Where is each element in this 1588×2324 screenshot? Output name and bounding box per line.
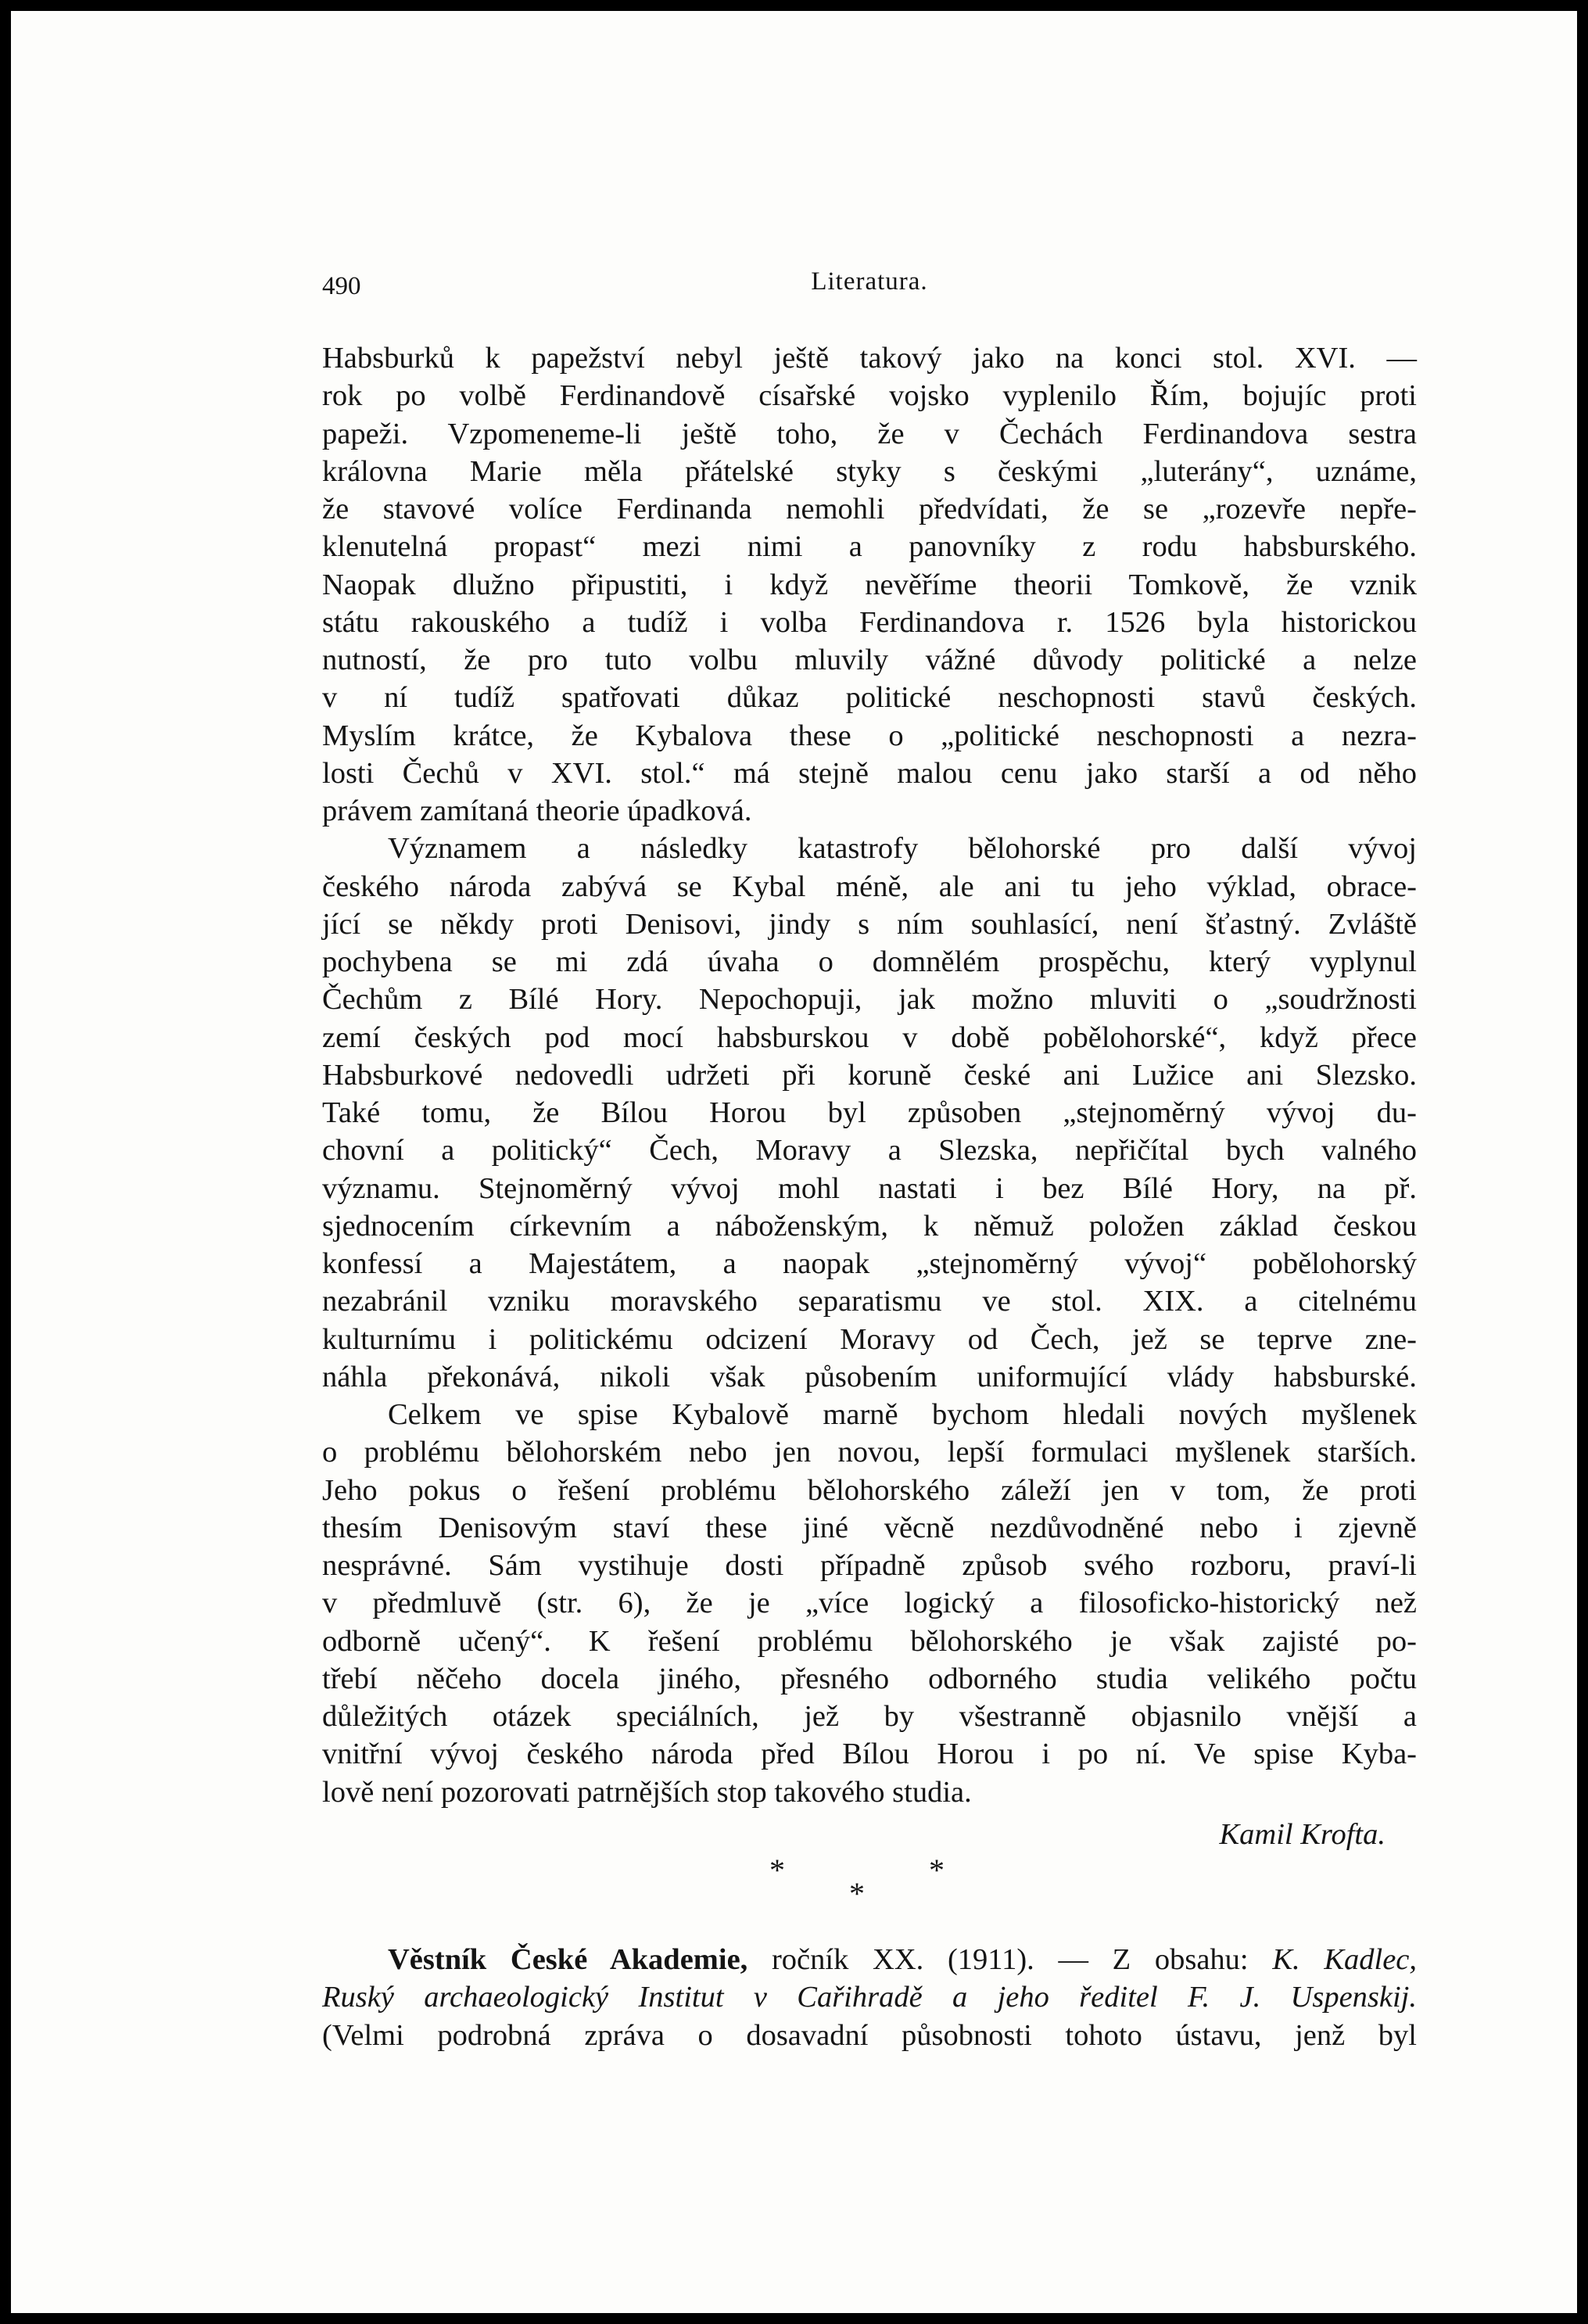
review-body [322,339,1417,1811]
author-signature: Kamil Krofta. [1219,1818,1385,1851]
body-line: právem zamítaná theorie úpadková. [322,794,752,827]
body-line: Jeho pokus o řešení problému bělohorského záleží jen v tom, že proti [322,1473,1417,1507]
journal-notice [322,1941,1417,2054]
body-line: rok po volbě Ferdinandově císařské vojsko vyplenilo Řím, bojujíc proti [322,379,1417,413]
body-line: státu rakouského a tudíž i volba Ferdinandova r. 1526 byla historickou [322,605,1417,639]
section-separator [754,1852,988,1930]
body-line: o problému bělohorském nebo jen novou, lepší formulaci myšlenek starších. [322,1436,1417,1469]
article-title: Ruský archaeologický Institut v Cařihradě a jeho ředitel F. J. Uspenskij. [322,1981,1417,2014]
body-line: zemí českých pod mocí habsburskou v době pobělohorské“, když přece [322,1020,1417,1054]
body-line: kulturnímu i politickému odcizení Moravy od Čech, jež se teprve zne- [322,1322,1417,1356]
body-line: Čechům z Bílé Hory. Nepochopuji, jak možno mluviti o „soudržnosti [322,983,1417,1017]
body-line: losti Čechů v XVI. stol.“ má stejně malou cenu jako starší a od něho [322,756,1417,790]
body-line: v předmluvě (str. 6), že je „více logický a filosoficko-historický než [322,1587,1417,1620]
body-line: vnitřní vývoj českého národa před Bílou Horou i po ní. Ve spise Kyba- [322,1738,1417,1771]
body-line: konfessí a Majestátem, a naopak „stejnoměrný vývoj“ pobělohorský [322,1247,1417,1280]
asterisk: * [769,1852,785,1888]
body-line: Naopak dlužno připustiti, i když nevěříme theorii Tomkově, že vznik [322,568,1417,601]
notice-line: (Velmi podrobná zpráva o dosavadní působnosti tohoto ústavu, jenž byl [322,2018,1417,2052]
notice-line [322,1941,1417,1978]
body-line: odborně učený“. K řešení problému bělohorského je však zajisté po- [322,1624,1417,1658]
journal-name: Věstník České Akademie, [388,1943,748,1976]
page-header [322,266,1417,310]
running-title: Literatura. [811,267,928,296]
body-line: thesím Denisovým staví these jiné věcně nezdůvodněné nebo i zjevně [322,1511,1417,1544]
body-line: papeži. Vzpomeneme-li ještě toho, že v Čechách Ferdinandova sestra [322,417,1417,450]
body-line: jící se někdy proti Denisovi, jindy s ním souhlasící, není šťastný. Zvláště [322,907,1417,941]
asterisk: * [929,1852,945,1888]
body-line: Celkem ve spise Kybalově marně bychom hledali nových myšlenek [388,1398,1417,1431]
asterisk: * [849,1876,865,1911]
book-page [11,11,1577,2313]
body-line: nesprávné. Sám vystihuje dosti případně způsob svého rozboru, praví-li [322,1549,1417,1582]
body-line: Habsburkové nedovedli udržeti při koruně české ani Lužice ani Slezsko. [322,1058,1417,1092]
body-line: v ní tudíž spatřovati důkaz politické neschopnosti stavů českých. [322,681,1417,715]
body-line: nezabránil vzniku moravského separatismu ve stol. XIX. a citelnému [322,1285,1417,1318]
body-line: náhla překonává, nikoli však působením uniformující vlády habsburské. [322,1360,1417,1393]
body-line: královna Marie měla přátelské styky s českými „luterány“, uznáme, [322,454,1417,488]
body-line: pochybena se mi zdá úvaha o domnělém prospěchu, který vyplynul [322,945,1417,978]
body-line: významu. Stejnoměrný vývoj mohl nastati i bez Bílé Hory, na př. [322,1171,1417,1205]
body-line: chovní a politický“ Čech, Moravy a Slezska, nepřičítal bych valného [322,1134,1417,1167]
body-line: Habsburků k papežství nebyl ještě takový jako na konci stol. XVI. — [322,342,1417,375]
body-line: sjednocením církevním a náboženským, k němuž položen základ českou [322,1209,1417,1243]
page-number: 490 [322,272,361,300]
body-line: Myslím krátce, že Kybalova these o „politické neschopnosti a nezra- [322,719,1417,752]
body-line: že stavové volíce Ferdinanda nemohli předvídati, že se „rozevře nepře- [322,493,1417,525]
body-line: lově není pozorovati patrnějších stop takového studia. [322,1775,972,1809]
body-line: klenutelná propast“ mezi nimi a panovníky z rodu habsburského. [322,530,1417,564]
body-line: českého národa zabývá se Kybal méně, ale ani tu jeho výklad, obrace- [322,870,1417,903]
journal-issue: ročník XX. (1911). — Z obsahu: [747,1943,1273,1976]
body-line: Významem a následky katastrofy bělohorské pro další vývoj [388,832,1417,866]
body-line: nutností, že pro tuto volbu mluvily vážné důvody politické a nelze [322,644,1417,676]
body-line: Také tomu, že Bílou Horou byl způsoben „stejnoměrný vývoj du- [322,1096,1417,1129]
body-line: důležitých otázek speciálních, jež by všestranně objasnilo vnější a [322,1700,1417,1733]
body-line: třebí něčeho docela jiného, přesného odborného studia velikého počtu [322,1662,1417,1695]
article-author: K. Kadlec, [1272,1943,1417,1976]
